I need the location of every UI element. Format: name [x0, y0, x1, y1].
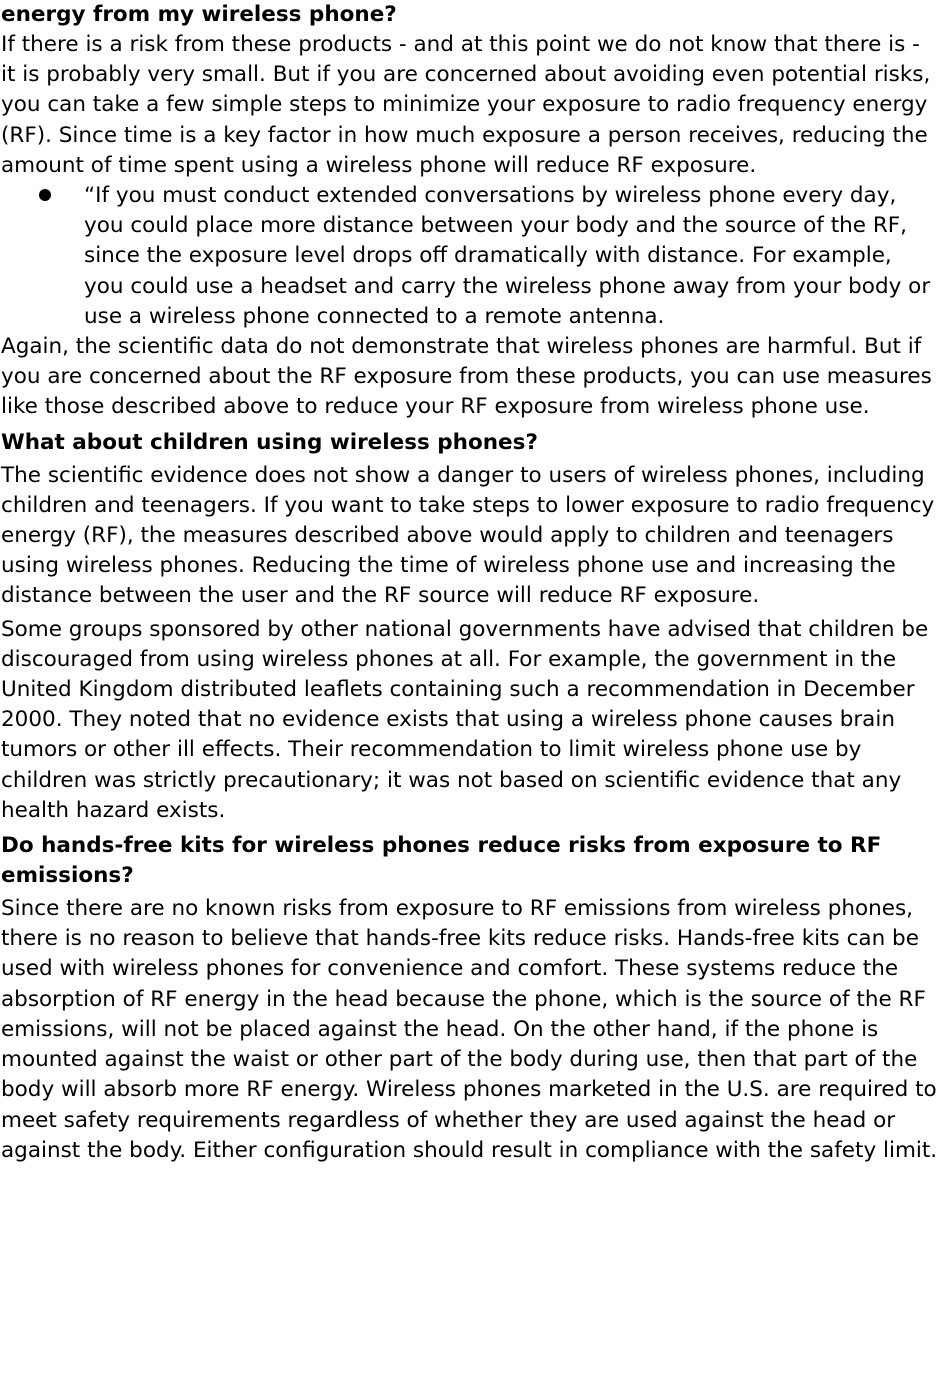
section-heading-wireless-energy: energy from my wireless phone?: [1, 2, 397, 27]
paragraph-other-governments: Some groups sponsored by other national governments have advised that children be discouraged from using wireless phones at all. For example, the government in the United Kingdom distributed leaflets containing such a recommendation in December 2000. They noted that no evidence exists that using a wireless phone causes brain tumors or other ill effects. Their recommendation to limit wireless phone use by children was strictly precautionary; it was not based on scientific evidence that any health hazard exists.: [1, 616, 929, 823]
bullet-text: “If you must conduct extended conversations by wireless phone every day, you could place more distance between your body and the source of the RF, since the exposure level drops off dramatically with distance. For example, you could use a headset and carry the wireless phone away from your body or use a wireless phone connected to a remote antenna.: [84, 183, 931, 329]
paragraph-risk-minimize: If there is a risk from these products - and at this point we do not know that there is - it is probably very small. But if you are concerned about avoiding even potential risks, you can take a few simple steps to minimize your exposure to radio frequency energy (RF). Since time is a key factor in how much exposure a person receives, reducing the amount of time spent using a wireless phone will reduce RF exposure.: [1, 32, 931, 178]
paragraph-scientific-data: Again, the scientific data do not demonstrate that wireless phones are harmful. But if you are concerned about the RF exposure from these products, you can use measures like those described above to reduce your RF exposure from wireless phone use.: [1, 334, 932, 420]
bullet-item-extended-conversations: [1, 181, 938, 332]
paragraph-hands-free-kits: Since there are no known risks from exposure to RF emissions from wireless phones, there is no reason to believe that hands-free kits reduce risks. Hands-free kits can be used with wireless phones for convenience and comfort. These systems reduce the absorption of RF energy in the head because the phone, which is the source of the RF emissions, will not be placed against the head. On the other hand, if the phone is mounted against the waist or other part of the body during use, then that part of the body will absorb more RF energy. Wireless phones marketed in the U.S. are required to meet safety requirements regardless of whether they are used against the head or against the body. Either configuration should result in compliance with the safety limit.: [1, 896, 938, 1163]
section-heading-hands-free: Do hands-free kits for wireless phones reduce risks from exposure to RF emissions?: [1, 833, 882, 889]
section-heading-children: What about children using wireless phones?: [1, 429, 538, 455]
bullet-dot-icon: [39, 189, 51, 201]
document-page: [1, 0, 938, 1166]
paragraph-children-evidence: The scientific evidence does not show a danger to users of wireless phones, including children and teenagers. If you want to take steps to lower exposure to radio frequency energy (RF), the measures described above would apply to children and teenagers using wireless phones. Reducing the time of wireless phone use and increasing the distance between the user and the RF source will reduce RF exposure.: [1, 462, 935, 609]
